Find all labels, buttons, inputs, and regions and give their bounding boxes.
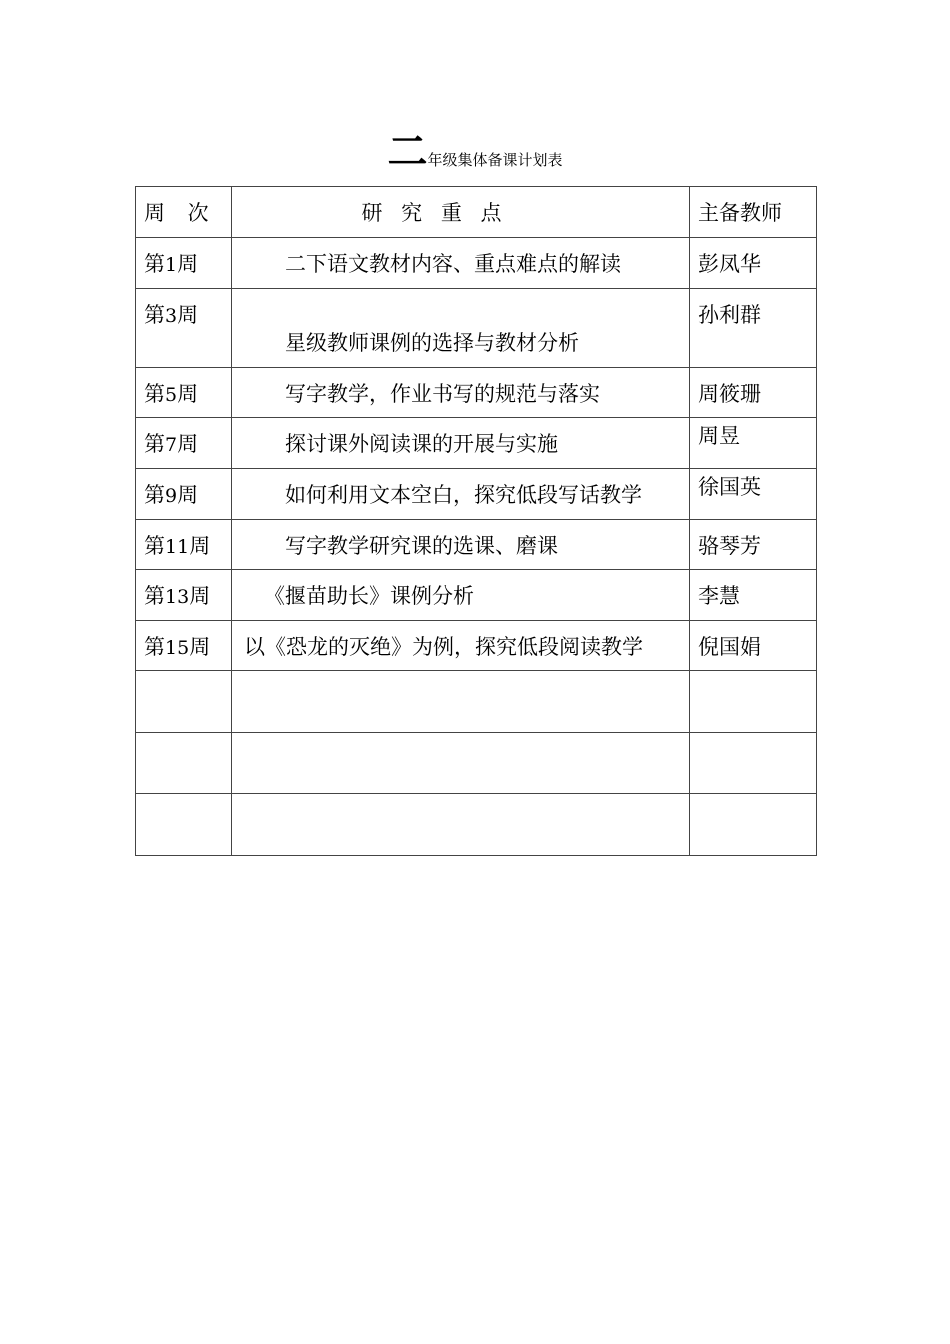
week-number: 13 <box>165 586 190 608</box>
topic-cell: 二下语文教材内容、重点难点的解读 <box>232 238 690 289</box>
week-prefix: 第 <box>144 634 165 659</box>
table-row <box>136 621 817 671</box>
teacher-cell: 倪国娟 <box>690 621 817 671</box>
header-topic: 研 究 重 点 <box>232 187 690 238</box>
teacher-cell: 彭凤华 <box>690 238 817 289</box>
week-suffix: 周 <box>177 303 199 327</box>
empty-row <box>136 733 817 794</box>
empty-cell <box>136 794 232 856</box>
week-number: 7 <box>165 434 178 456</box>
week-suffix: 周 <box>189 584 211 608</box>
week-number: 15 <box>165 636 190 659</box>
empty-cell <box>232 671 690 733</box>
empty-cell <box>690 671 817 733</box>
empty-cell <box>690 794 817 856</box>
week-prefix: 第 <box>144 432 165 456</box>
week-cell <box>136 570 232 621</box>
week-cell <box>136 621 232 671</box>
topic-cell: 写字教学，作业书写的规范与落实 <box>232 368 690 418</box>
title-text: 年级集体备课计划表 <box>427 151 563 169</box>
empty-cell <box>232 733 690 794</box>
week-suffix: 周 <box>177 381 199 406</box>
empty-cell <box>136 671 232 733</box>
topic-cell: 以《恐龙的灭绝》为例，探究低段阅读教学 <box>232 621 690 671</box>
table-row <box>136 570 817 621</box>
week-suffix: 周 <box>177 432 199 456</box>
week-number: 3 <box>165 305 178 327</box>
page-title <box>0 129 950 175</box>
empty-row <box>136 794 817 856</box>
title-grade-char: 二 <box>387 129 428 175</box>
week-suffix: 周 <box>189 634 211 659</box>
table-row <box>136 418 817 469</box>
lesson-plan-table <box>135 186 817 856</box>
empty-cell <box>136 733 232 794</box>
week-prefix: 第 <box>144 303 165 327</box>
table-row <box>136 469 817 520</box>
week-prefix: 第 <box>144 533 165 558</box>
teacher-cell: 周昱 <box>690 418 817 469</box>
empty-row <box>136 671 817 733</box>
topic-cell: 写字教学研究课的选课、磨课 <box>232 520 690 570</box>
week-prefix: 第 <box>144 483 165 507</box>
week-number: 5 <box>165 383 178 406</box>
week-number: 11 <box>165 535 190 558</box>
week-cell <box>136 520 232 570</box>
topic-cell: 《揠苗助长》课例分析 <box>232 570 690 621</box>
teacher-cell: 周筱珊 <box>690 368 817 418</box>
topic-cell: 探讨课外阅读课的开展与实施 <box>232 418 690 469</box>
header-week: 周 次 <box>136 187 232 238</box>
week-number: 1 <box>165 254 178 276</box>
week-suffix: 周 <box>177 483 199 507</box>
week-prefix: 第 <box>144 252 165 276</box>
week-cell <box>136 368 232 418</box>
week-suffix: 周 <box>189 533 211 558</box>
week-cell <box>136 418 232 469</box>
empty-cell <box>232 794 690 856</box>
week-prefix: 第 <box>144 381 165 406</box>
table-row <box>136 520 817 570</box>
teacher-cell: 骆琴芳 <box>690 520 817 570</box>
topic-cell: 星级教师课例的选择与教材分析 <box>232 289 690 368</box>
teacher-cell: 李慧 <box>690 570 817 621</box>
table-row <box>136 238 817 289</box>
table-row <box>136 289 817 368</box>
topic-cell: 如何利用文本空白，探究低段写话教学 <box>232 469 690 520</box>
week-cell <box>136 469 232 520</box>
week-prefix: 第 <box>144 584 165 608</box>
week-suffix: 周 <box>177 252 199 276</box>
teacher-cell: 孙利群 <box>690 289 817 368</box>
table-row <box>136 368 817 418</box>
table-header-row <box>136 187 817 238</box>
week-cell <box>136 238 232 289</box>
week-cell <box>136 289 232 368</box>
teacher-cell: 徐国英 <box>690 469 817 520</box>
header-teacher: 主备教师 <box>690 187 817 238</box>
week-number: 9 <box>165 485 178 507</box>
empty-cell <box>690 733 817 794</box>
